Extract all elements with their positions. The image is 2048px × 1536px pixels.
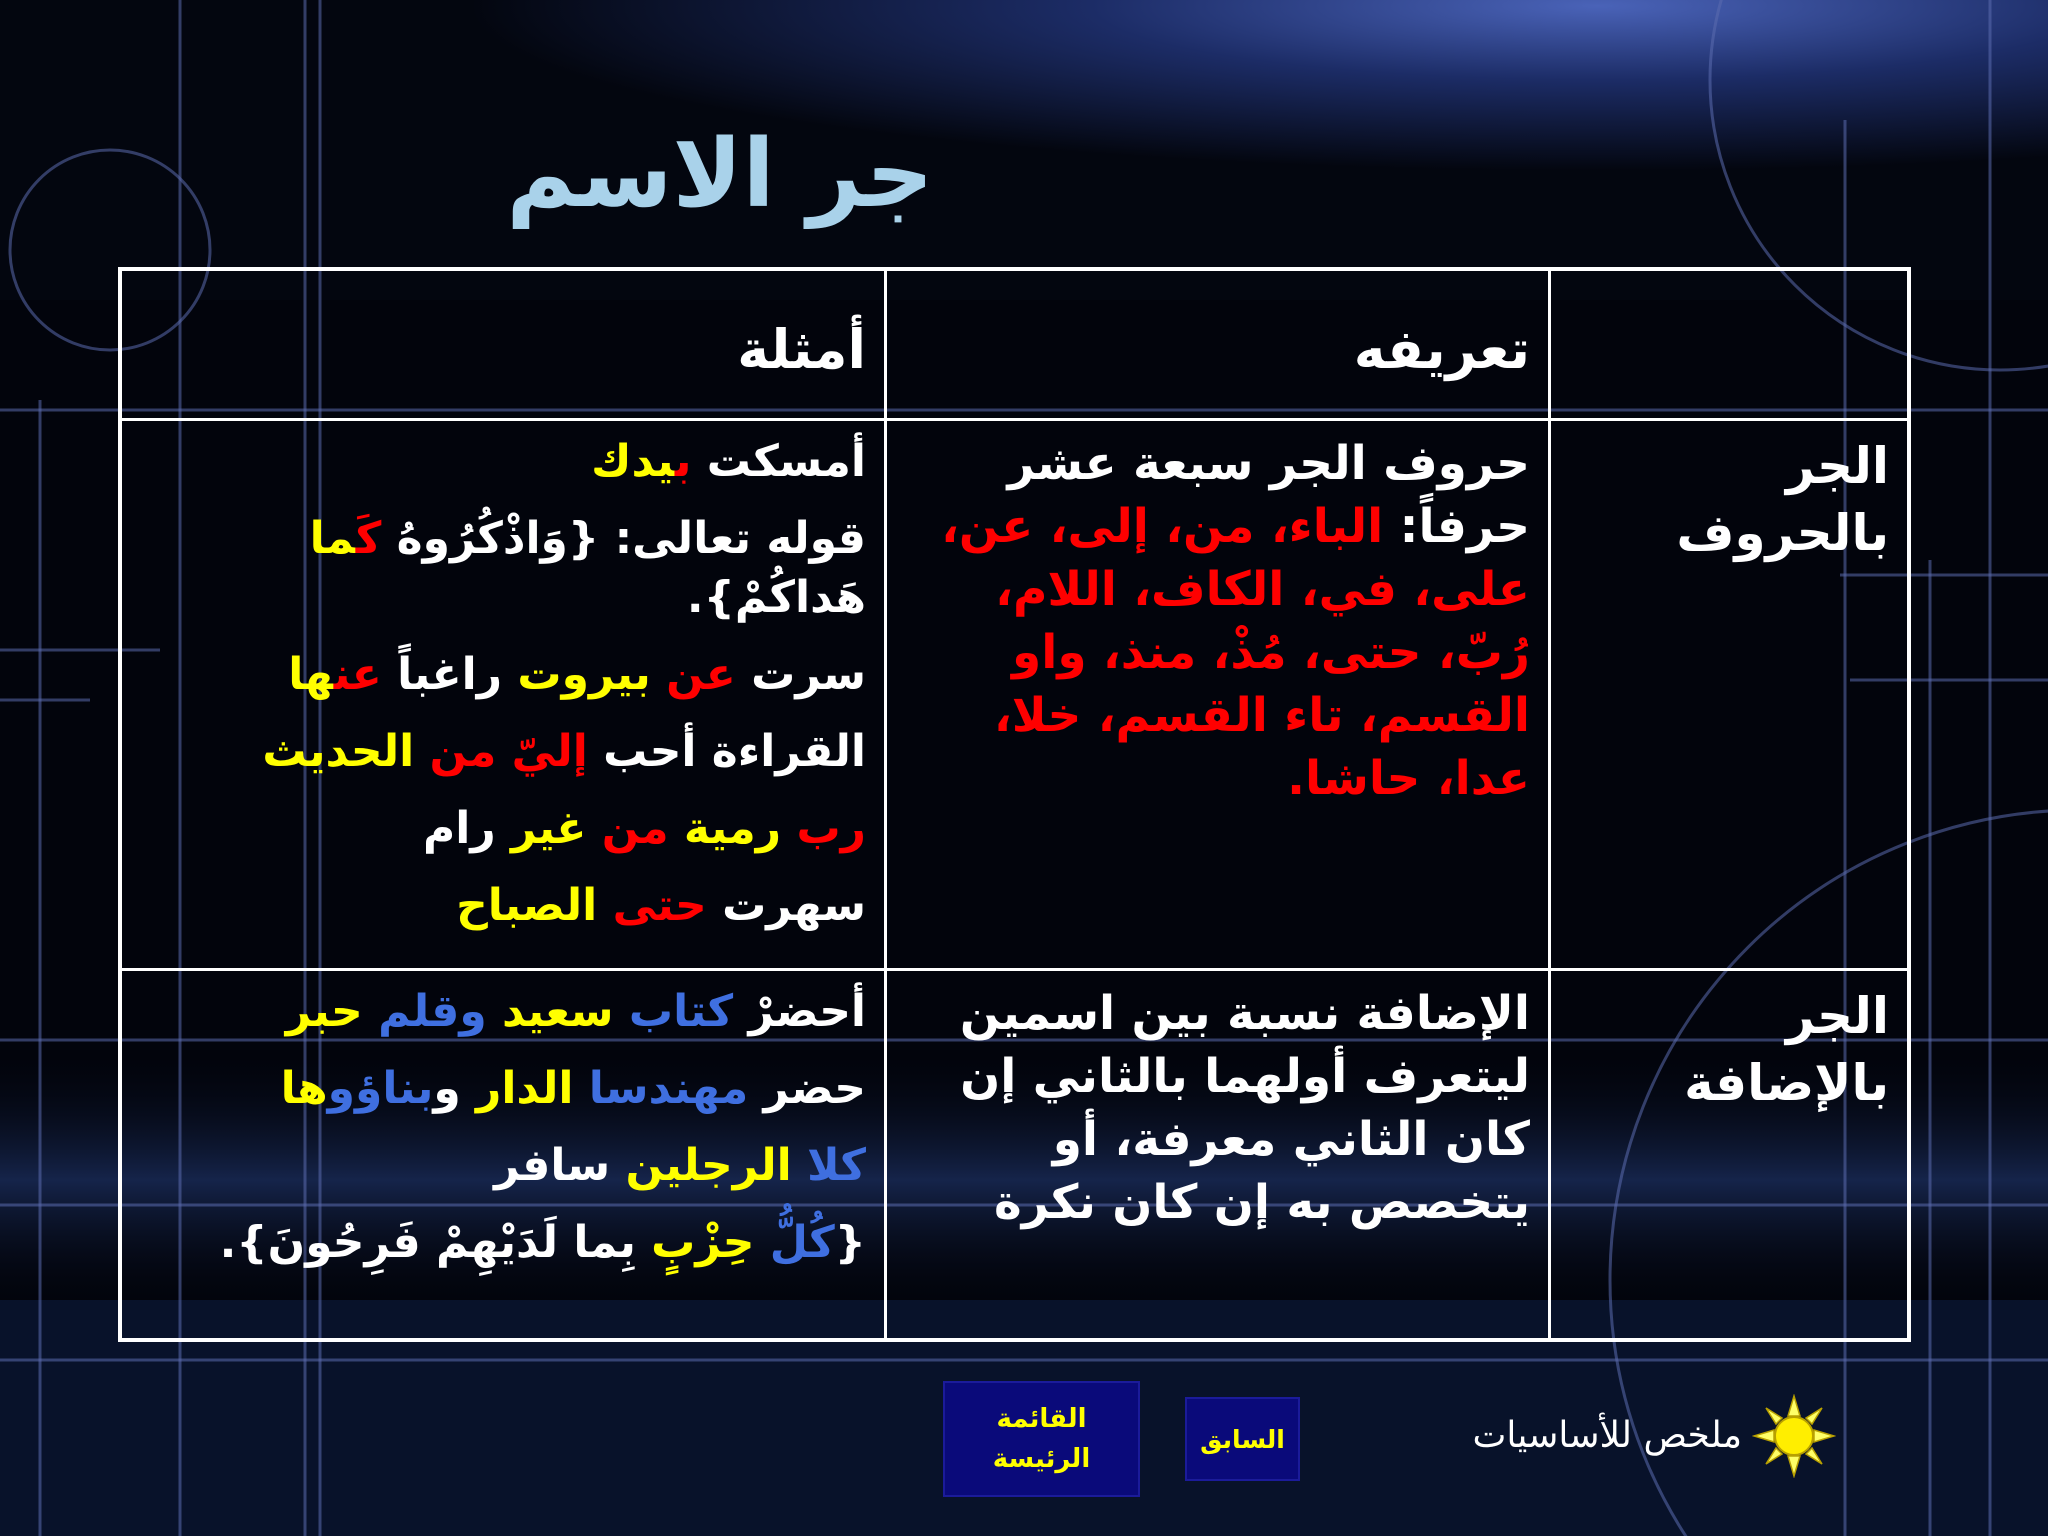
example-highlight: رب	[796, 802, 866, 854]
example-highlight: يدك	[591, 436, 675, 487]
example-text: القراءة أحب	[587, 725, 866, 777]
header-blank-cell	[1550, 269, 1910, 420]
example-highlight: غير	[511, 802, 602, 854]
row-label-line: بالإضافة	[1684, 1054, 1889, 1112]
sun-icon	[1752, 1394, 1836, 1478]
definition-intro: حروف الجر سبعة عشر حرفاً:	[1007, 436, 1530, 554]
example-text: هَداكُمْ}.	[686, 571, 866, 623]
example-highlight: الرجلين	[625, 1139, 807, 1191]
example-line	[140, 1214, 866, 1273]
example-highlight: كلا	[807, 1139, 866, 1191]
previous-button[interactable]: السابق	[1185, 1397, 1300, 1481]
example-text: رام	[423, 802, 512, 854]
example-highlight: الصباح	[456, 879, 613, 931]
example-highlight: الدار	[476, 1062, 589, 1114]
example-line	[140, 1137, 866, 1196]
example-highlight: كَ	[355, 512, 382, 564]
example-line	[140, 646, 866, 705]
example-text: {	[834, 1216, 866, 1268]
example-text: سافر	[494, 1139, 626, 1191]
example-highlight: ها	[288, 648, 334, 700]
example-highlight: من	[429, 725, 512, 777]
definition-prepositions	[886, 420, 1550, 970]
example-highlight: من	[601, 802, 669, 854]
row-label-idafa	[1550, 970, 1910, 1341]
example-highlight: الحديث	[262, 725, 430, 777]
row-label-prepositions	[1550, 420, 1910, 970]
example-highlight: كتاب	[628, 986, 734, 1037]
header-definition: تعريفه	[886, 269, 1550, 420]
example-highlight: ب	[674, 436, 692, 487]
example-highlight: ما	[309, 512, 356, 564]
table-row	[120, 420, 1909, 970]
header-examples: أمثلة	[120, 269, 886, 420]
example-line	[140, 433, 866, 492]
example-highlight: سعيد	[502, 986, 629, 1037]
main-menu-label-line: الرئيسة	[992, 1444, 1091, 1474]
slide-title: جر الاسم	[506, 120, 934, 229]
example-highlight: إليّ	[511, 725, 588, 777]
example-highlight: وقلم	[378, 986, 503, 1037]
example-highlight: كُلُّ	[769, 1216, 835, 1268]
main-menu-label-line: القائمة	[996, 1403, 1087, 1434]
example-line	[140, 983, 866, 1042]
example-highlight: مهندسا	[588, 1062, 749, 1114]
example-text: سرت	[735, 648, 866, 700]
examples-idafa	[120, 970, 886, 1341]
example-line	[140, 1060, 866, 1119]
example-text: حضر	[748, 1062, 866, 1114]
footer-caption: ملخص للأساسيات	[1472, 1415, 1742, 1456]
examples-prepositions	[120, 420, 886, 970]
example-line	[140, 877, 866, 936]
example-highlight: بيروت	[517, 648, 667, 700]
row-label-line: الجر	[1785, 987, 1889, 1045]
example-text: سهرت	[706, 879, 866, 931]
example-highlight: عن	[333, 648, 382, 700]
example-highlight: حِزْبٍ	[651, 1216, 770, 1268]
example-line	[140, 723, 866, 782]
example-line	[140, 510, 866, 628]
main-menu-label	[993, 1399, 1090, 1480]
grammar-table	[118, 267, 1911, 1342]
example-highlight: حتى	[612, 879, 707, 931]
example-highlight: بناؤو	[327, 1062, 434, 1114]
row-label-line: بالحروف	[1676, 504, 1889, 562]
definition-letters: الباء، من، إلى، عن، على، في، الكاف، اللام، رُبّ، حتى، مُذْ، منذ، واو القسم، تاء القسم، خلا، عدا، حاشا.	[941, 498, 1530, 806]
example-text: راغباً	[381, 648, 518, 700]
example-highlight: عن	[666, 648, 736, 700]
example-line	[140, 800, 866, 859]
table-row	[120, 970, 1909, 1341]
example-text: قوله تعالى: {	[567, 512, 866, 564]
table-header-row	[120, 269, 1909, 420]
main-menu-button[interactable]	[943, 1381, 1140, 1497]
example-text: أمسكت	[691, 436, 866, 487]
example-highlight: ها	[280, 1062, 328, 1114]
example-highlight: رمية	[668, 802, 797, 854]
row-label-line: الجر	[1785, 437, 1889, 495]
example-text: أحضرْ	[733, 986, 866, 1037]
example-text: بِما لَدَيْهِمْ فَرِحُونَ}.	[219, 1216, 652, 1268]
example-text: و	[433, 1062, 477, 1114]
definition-idafa: الإضافة نسبة بين اسمين ليتعرف أولهما بالثاني إن كان الثاني معرفة، أو يتخصص به إن كان نكرة	[886, 970, 1550, 1341]
example-highlight: حبر	[285, 986, 379, 1037]
example-text: وَاذْكُرُوهُ	[381, 512, 568, 564]
